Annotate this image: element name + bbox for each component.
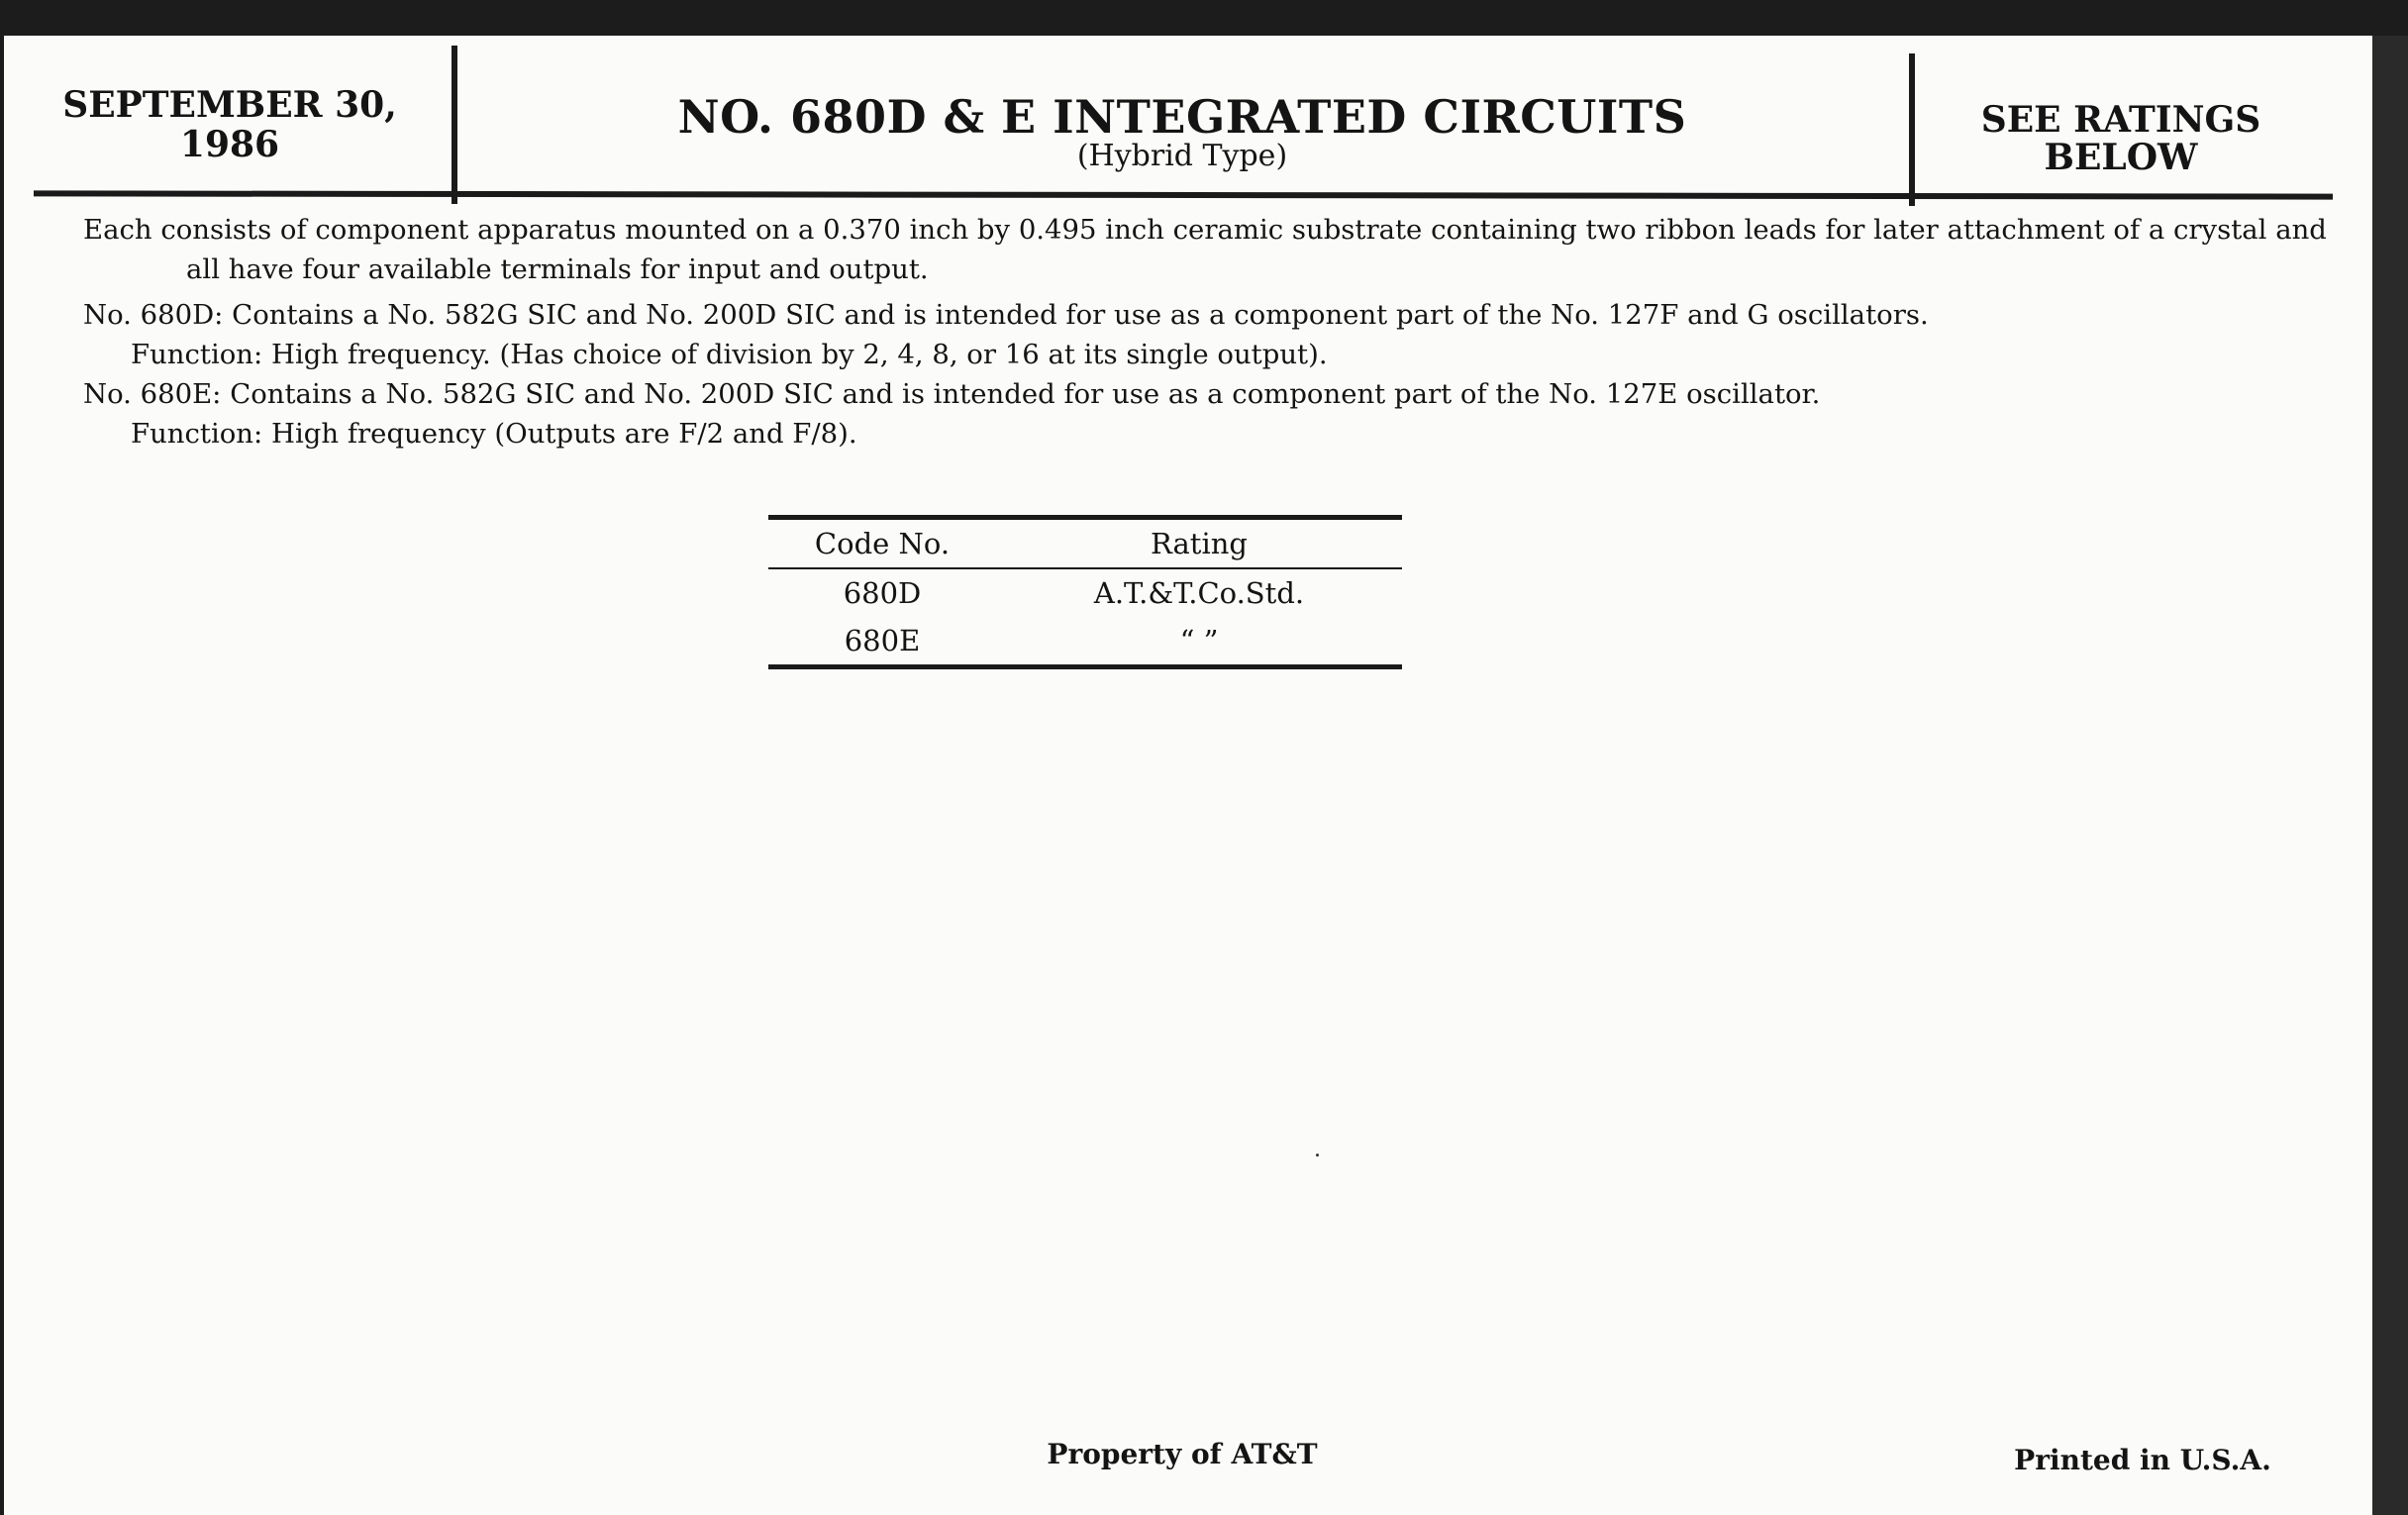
rating-note-line2: BELOW xyxy=(2044,137,2198,178)
rating-note xyxy=(1923,101,2319,176)
item-680e-function: Function: High frequency (Outputs are F/2 and F/8). xyxy=(131,418,857,450)
property-notice: Property of AT&T xyxy=(1047,1438,1318,1470)
table-row xyxy=(768,569,1402,617)
table-cell-code: 680D xyxy=(843,576,922,610)
item-680d-function: Function: High frequency. (Has choice of division by 2, 4, 8, or 16 at its single output). xyxy=(131,339,1328,370)
scan-speck xyxy=(1316,1154,1319,1157)
intro-paragraph: Each consists of component apparatus mounted on a 0.370 inch by 0.495 inch ceramic substrate containing two ribbon leads for later attachment of a crystal and all have four available terminals for input and output. xyxy=(83,214,2327,285)
scan-edge xyxy=(2372,36,2408,1515)
rating-note-line1: SEE RATINGS xyxy=(1980,99,2261,141)
table-cell-code: 680E xyxy=(844,624,921,657)
issue-date xyxy=(34,85,426,164)
document-title: NO. 680D & E INTEGRATED CIRCUITS xyxy=(677,90,1687,144)
description-body xyxy=(83,210,2331,454)
column-header-rating: Rating xyxy=(1151,527,1248,560)
document-subtitle: (Hybrid Type) xyxy=(1076,139,1288,173)
header-rule xyxy=(34,190,2333,199)
printed-notice: Printed in U.S.A. xyxy=(2014,1444,2271,1476)
header-divider-right xyxy=(1909,53,1915,206)
table-cell-rating: A.T.&T.Co.Std. xyxy=(1093,576,1305,610)
document-card xyxy=(4,36,2372,1515)
table-row xyxy=(768,617,1402,664)
table-header-row xyxy=(768,520,1402,567)
item-680d-paragraph: No. 680D: Contains a No. 582G SIC and No. 200D SIC and is intended for use as a component part of the No. 127F and G oscillators. xyxy=(83,299,1929,331)
issue-date-line1: SEPTEMBER 30, xyxy=(62,84,397,126)
item-680e-paragraph: No. 680E: Contains a No. 582G SIC and No. 200D SIC and is intended for use as a component part of the No. 127E oscillator. xyxy=(83,378,1821,410)
column-header-code: Code No. xyxy=(814,527,951,560)
issue-date-line2: 1986 xyxy=(179,124,280,165)
ratings-table xyxy=(768,515,1402,669)
table-bottom-rule xyxy=(768,664,1402,669)
header-divider-left xyxy=(452,46,457,204)
table-cell-rating: “ ” xyxy=(1179,624,1219,657)
